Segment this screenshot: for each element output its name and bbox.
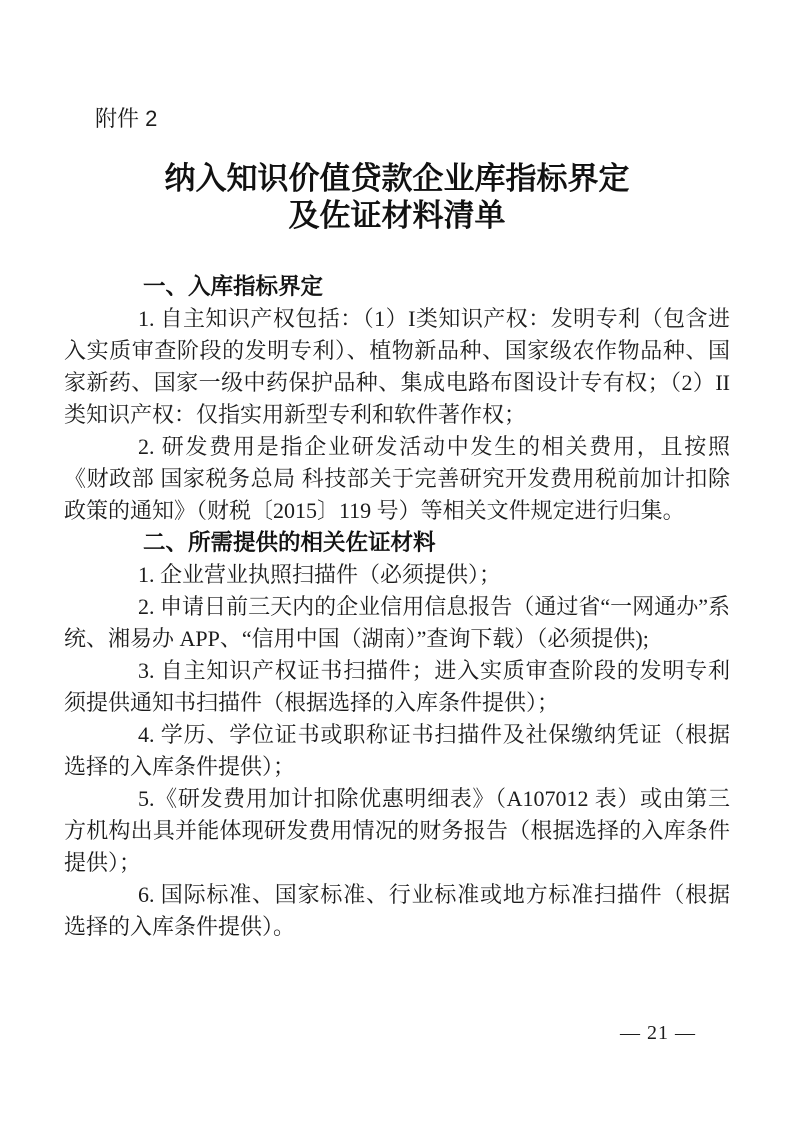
paragraph-business-license: 1. 企业营业执照扫描件（必须提供）；	[138, 562, 502, 587]
document-title	[64, 160, 730, 234]
paragraph-standards-scans: 6. 国际标准、国家标准、行业标准或地方标准扫描件（根据选择的入库条件提供）。	[64, 882, 730, 939]
page-number: — 21 —	[620, 1022, 696, 1044]
paragraph-rd-expense-definition: 2. 研发费用是指企业研发活动中发生的相关费用，且按照《财政部 国家税务总局 科技部关于完善研究开发费用税前加计扣除政策的通知》（财税〔2015〕119 号）等相关文件规定进行归集。	[64, 434, 730, 523]
paragraph-rd-expense-form: 5.《研发费用加计扣除优惠明细表》（A107012 表）或由第三方机构出具并能体现研发费用情况的财务报告（根据选择的入库条件提供）；	[64, 786, 730, 875]
paragraph-ip-definition: 1. 自主知识产权包括：（1）I类知识产权：发明专利（包含进入实质审查阶段的发明专利）、植物新品种、国家级农作物品种、国家新药、国家一级中药保护品种、集成电路布图设计专有权；（2）II类知识产权：仅指实用新型专利和软件著作权；	[64, 306, 730, 427]
section-heading-supporting-materials: 二、所需提供的相关佐证材料	[143, 530, 436, 555]
document-title-line1: 纳入知识价值贷款企业库指标界定	[164, 161, 630, 196]
section-heading-indicator-definition: 一、入库指标界定	[143, 274, 324, 299]
paragraph-ip-certificates: 3. 自主知识产权证书扫描件；进入实质审查阶段的发明专利须提供通知书扫描件（根据选择的入库条件提供）；	[64, 658, 730, 715]
paragraph-credit-report: 2. 申请日前三天内的企业信用信息报告（通过省“一网通办”系统、湘易办 APP、“信用中国（湖南）”查询下载）（必须提供);	[64, 594, 730, 651]
document-body	[64, 271, 730, 943]
attachment-label: 附件 2	[95, 106, 158, 131]
paragraph-degree-certificates: 4. 学历、学位证书或职称证书扫描件及社保缴纳凭证（根据选择的入库条件提供）；	[64, 722, 730, 779]
document-title-line2: 及佐证材料清单	[288, 198, 506, 233]
